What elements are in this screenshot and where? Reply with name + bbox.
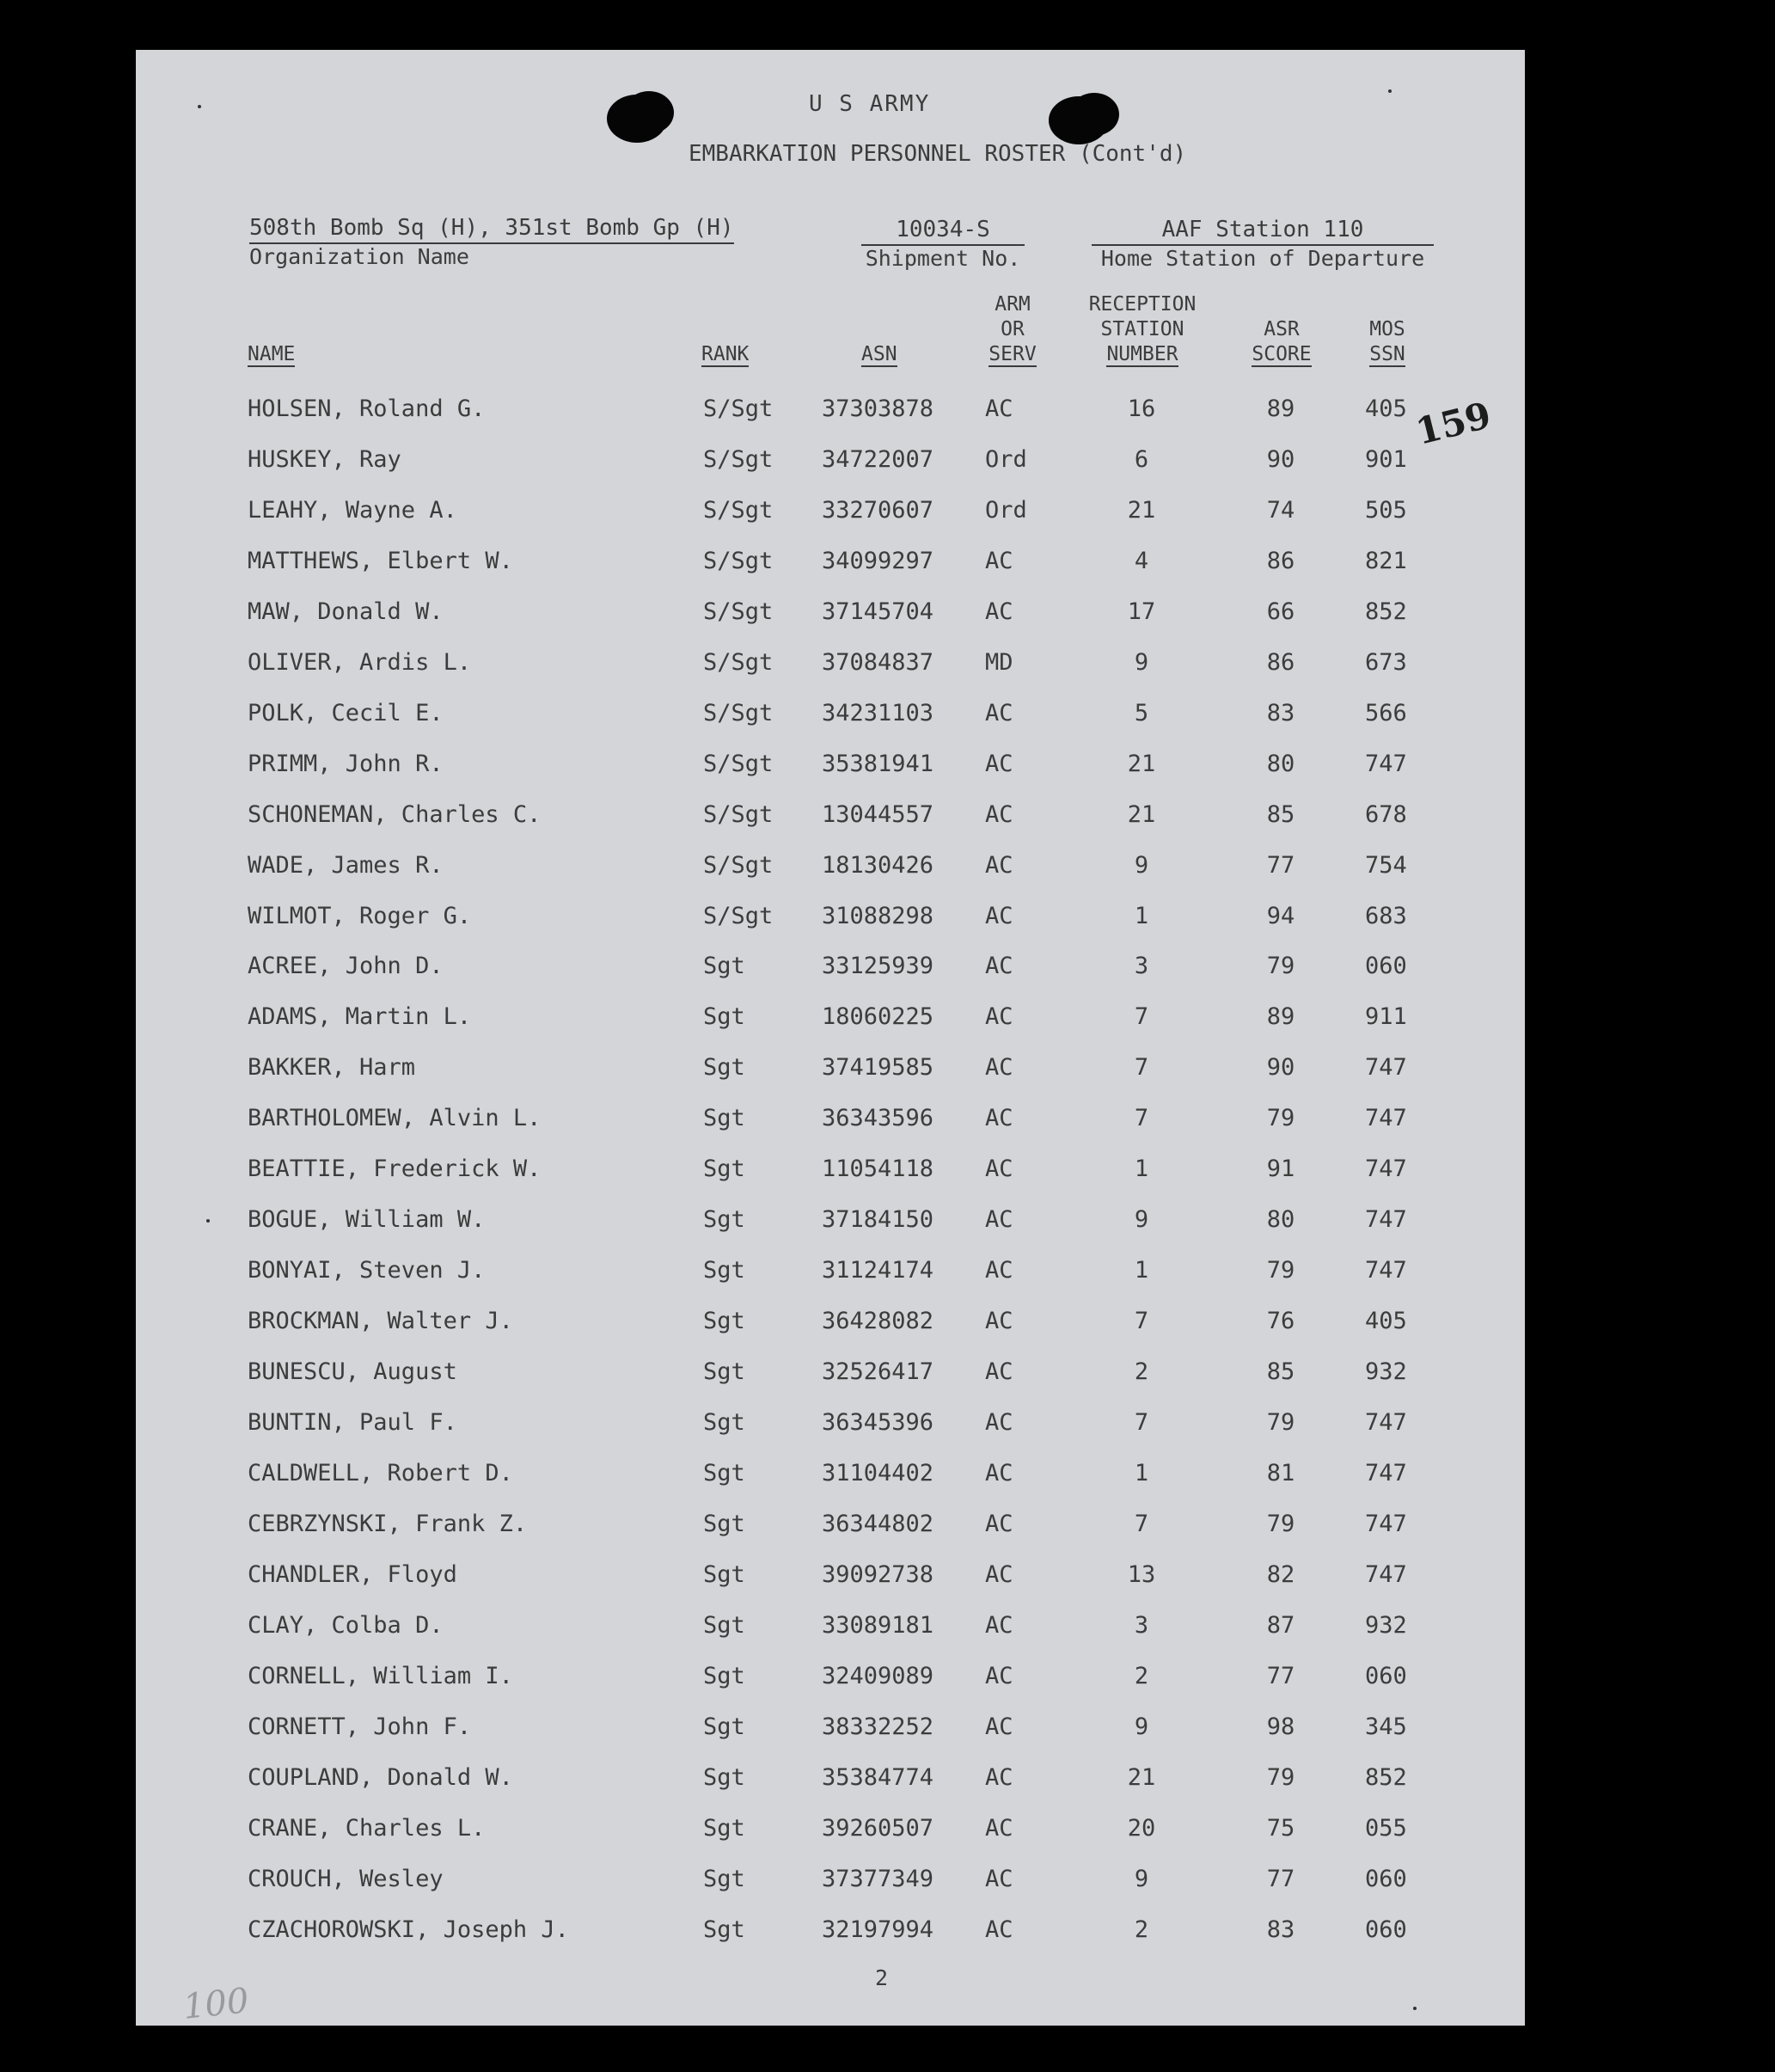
row-mos-ssn: 505 — [1365, 497, 1407, 524]
row-mos-ssn: 911 — [1365, 1003, 1407, 1030]
row-rank: S/Sgt — [703, 649, 774, 676]
row-asn: 32197994 — [822, 1916, 934, 1943]
row-asn: 32409089 — [822, 1663, 934, 1689]
row-asr-score: 89 — [1266, 1003, 1295, 1030]
row-mos-ssn: 345 — [1365, 1713, 1407, 1740]
table-row — [136, 1409, 1525, 1459]
row-rank: Sgt — [703, 1866, 745, 1892]
row-asr-score: 94 — [1266, 903, 1295, 929]
row-asn: 37145704 — [822, 598, 934, 625]
row-name: CRANE, Charles L. — [248, 1815, 486, 1842]
row-reception-station: 3 — [1134, 1612, 1149, 1639]
row-rank: Sgt — [703, 1105, 745, 1131]
row-arm-or-serv: AC — [985, 598, 1013, 625]
row-arm-or-serv: AC — [985, 1308, 1013, 1334]
table-row — [136, 1156, 1525, 1205]
table-row — [136, 649, 1525, 699]
row-mos-ssn: 747 — [1365, 1257, 1407, 1284]
row-arm-or-serv: AC — [985, 1054, 1013, 1081]
row-asn: 18060225 — [822, 1003, 934, 1030]
row-arm-or-serv: AC — [985, 1511, 1013, 1537]
row-asr-score: 79 — [1266, 1257, 1295, 1284]
row-arm-or-serv: Ord — [985, 497, 1027, 524]
table-row — [136, 598, 1525, 648]
row-asr-score: 80 — [1266, 751, 1295, 777]
row-mos-ssn: 747 — [1365, 1409, 1407, 1436]
table-row — [136, 852, 1525, 902]
row-rank: S/Sgt — [703, 801, 774, 828]
row-reception-station: 2 — [1134, 1663, 1149, 1689]
row-asr-score: 85 — [1266, 1358, 1295, 1385]
table-row — [136, 548, 1525, 598]
row-rank: Sgt — [703, 1612, 745, 1639]
row-mos-ssn: 055 — [1365, 1815, 1407, 1842]
row-asr-score: 98 — [1266, 1713, 1295, 1740]
row-asr-score: 85 — [1266, 801, 1295, 828]
row-asr-score: 87 — [1266, 1612, 1295, 1639]
row-reception-station: 5 — [1134, 700, 1149, 726]
row-name: CHANDLER, Floyd — [248, 1561, 457, 1588]
row-reception-station: 1 — [1134, 1156, 1149, 1182]
row-asn: 37084837 — [822, 649, 934, 676]
row-arm-or-serv: AC — [985, 395, 1013, 422]
row-arm-or-serv: AC — [985, 1764, 1013, 1791]
row-rank: Sgt — [703, 1054, 745, 1081]
row-rank: Sgt — [703, 1916, 745, 1943]
row-reception-station: 6 — [1134, 446, 1149, 473]
row-mos-ssn: 901 — [1365, 446, 1407, 473]
row-name: BROCKMAN, Walter J. — [248, 1308, 513, 1334]
row-asr-score: 91 — [1266, 1156, 1295, 1182]
row-reception-station: 1 — [1134, 1460, 1149, 1487]
row-arm-or-serv: Ord — [985, 446, 1027, 473]
row-reception-station: 7 — [1134, 1105, 1149, 1131]
page-number: 2 — [875, 1965, 889, 1990]
row-rank: Sgt — [703, 1561, 745, 1588]
row-asr-score: 83 — [1266, 700, 1295, 726]
row-arm-or-serv: MD — [985, 649, 1013, 676]
row-asr-score: 86 — [1266, 548, 1295, 574]
row-name: CZACHOROWSKI, Joseph J. — [248, 1916, 569, 1943]
table-row — [136, 1460, 1525, 1510]
table-row — [136, 1054, 1525, 1104]
ink-speck — [1413, 2007, 1417, 2010]
row-mos-ssn: 747 — [1365, 1156, 1407, 1182]
col-header-reception: RECEPTION STATION NUMBER — [1088, 293, 1197, 365]
organization-caption: Organization Name — [249, 244, 469, 269]
row-arm-or-serv: AC — [985, 953, 1013, 979]
row-asn: 36428082 — [822, 1308, 934, 1334]
table-row — [136, 1815, 1525, 1865]
row-name: HUSKEY, Ray — [248, 446, 401, 473]
row-asn: 39260507 — [822, 1815, 934, 1842]
row-reception-station: 2 — [1134, 1358, 1149, 1385]
table-row — [136, 497, 1525, 547]
col-header-score: ASR SCORE — [1252, 318, 1312, 365]
row-reception-station: 20 — [1127, 1815, 1156, 1842]
row-arm-or-serv: AC — [985, 548, 1013, 574]
col-header-mos: MOS SSN — [1369, 318, 1405, 365]
row-reception-station: 1 — [1134, 903, 1149, 929]
table-row — [136, 903, 1525, 953]
row-reception-station: 13 — [1127, 1561, 1156, 1588]
table-row — [136, 1511, 1525, 1560]
row-arm-or-serv: AC — [985, 852, 1013, 879]
row-reception-station: 17 — [1127, 598, 1156, 625]
row-mos-ssn: 060 — [1365, 953, 1407, 979]
row-asr-score: 89 — [1266, 395, 1295, 422]
row-mos-ssn: 821 — [1365, 548, 1407, 574]
table-row — [136, 395, 1525, 445]
row-mos-ssn: 932 — [1365, 1612, 1407, 1639]
row-mos-ssn: 852 — [1365, 1764, 1407, 1791]
row-asr-score: 90 — [1266, 446, 1295, 473]
row-rank: S/Sgt — [703, 395, 774, 422]
row-rank: S/Sgt — [703, 548, 774, 574]
row-rank: S/Sgt — [703, 446, 774, 473]
row-asr-score: 79 — [1266, 1105, 1295, 1131]
organization-value: 508th Bomb Sq (H), 351st Bomb Gp (H) — [249, 215, 734, 244]
table-row — [136, 953, 1525, 1002]
row-name: WADE, James R. — [248, 852, 444, 879]
shipment-caption: Shipment No. — [865, 246, 1021, 271]
station-field — [1092, 217, 1434, 271]
stamped-page-number: 159 — [1411, 394, 1496, 453]
row-reception-station: 9 — [1134, 852, 1149, 879]
row-arm-or-serv: AC — [985, 1257, 1013, 1284]
row-asr-score: 81 — [1266, 1460, 1295, 1487]
row-reception-station: 7 — [1134, 1409, 1149, 1436]
row-mos-ssn: 747 — [1365, 1105, 1407, 1131]
row-rank: S/Sgt — [703, 497, 774, 524]
row-name: BUNTIN, Paul F. — [248, 1409, 457, 1436]
row-asr-score: 90 — [1266, 1054, 1295, 1081]
table-row — [136, 1206, 1525, 1256]
row-asn: 31088298 — [822, 903, 934, 929]
row-mos-ssn: 683 — [1365, 903, 1407, 929]
row-mos-ssn: 060 — [1365, 1663, 1407, 1689]
row-name: ACREE, John D. — [248, 953, 444, 979]
row-mos-ssn: 678 — [1365, 801, 1407, 828]
row-rank: S/Sgt — [703, 852, 774, 879]
row-name: POLK, Cecil E. — [248, 700, 444, 726]
row-arm-or-serv: AC — [985, 903, 1013, 929]
row-name: CLAY, Colba D. — [248, 1612, 444, 1639]
table-row — [136, 1916, 1525, 1966]
row-reception-station: 7 — [1134, 1003, 1149, 1030]
shipment-field — [861, 217, 1025, 271]
row-asr-score: 86 — [1266, 649, 1295, 676]
row-rank: S/Sgt — [703, 598, 774, 625]
row-arm-or-serv: AC — [985, 1815, 1013, 1842]
row-rank: Sgt — [703, 1663, 745, 1689]
table-row — [136, 1663, 1525, 1713]
row-mos-ssn: 852 — [1365, 598, 1407, 625]
table-row — [136, 751, 1525, 800]
row-reception-station: 9 — [1134, 1866, 1149, 1892]
row-asr-score: 76 — [1266, 1308, 1295, 1334]
row-name: MAW, Donald W. — [248, 598, 444, 625]
col-header-asn: ASN — [861, 343, 897, 365]
row-mos-ssn: 405 — [1365, 395, 1407, 422]
row-reception-station: 2 — [1134, 1916, 1149, 1943]
row-arm-or-serv: AC — [985, 1663, 1013, 1689]
row-asr-score: 82 — [1266, 1561, 1295, 1588]
row-reception-station: 21 — [1127, 1764, 1156, 1791]
row-arm-or-serv: AC — [985, 700, 1013, 726]
row-reception-station: 9 — [1134, 649, 1149, 676]
row-asr-score: 74 — [1266, 497, 1295, 524]
row-arm-or-serv: AC — [985, 1866, 1013, 1892]
row-mos-ssn: 060 — [1365, 1916, 1407, 1943]
table-row — [136, 1257, 1525, 1307]
row-asn: 39092738 — [822, 1561, 934, 1588]
row-asn: 34231103 — [822, 700, 934, 726]
agency-title: U S ARMY — [809, 91, 931, 117]
row-asn: 35381941 — [822, 751, 934, 777]
station-caption: Home Station of Departure — [1100, 246, 1425, 271]
row-asn: 31124174 — [822, 1257, 934, 1284]
roster-page — [136, 50, 1525, 2026]
row-rank: Sgt — [703, 1713, 745, 1740]
row-rank: Sgt — [703, 1206, 745, 1233]
row-arm-or-serv: AC — [985, 1612, 1013, 1639]
table-row — [136, 1713, 1525, 1763]
row-name: CORNETT, John F. — [248, 1713, 472, 1740]
shipment-value: 10034-S — [861, 217, 1025, 246]
row-asn: 36343596 — [822, 1105, 934, 1131]
row-arm-or-serv: AC — [985, 1156, 1013, 1182]
row-asn: 11054118 — [822, 1156, 934, 1182]
row-asn: 34099297 — [822, 548, 934, 574]
row-reception-station: 3 — [1134, 953, 1149, 979]
row-asr-score: 79 — [1266, 953, 1295, 979]
row-arm-or-serv: AC — [985, 1003, 1013, 1030]
organization-field — [249, 215, 734, 269]
row-name: BOGUE, William W. — [248, 1206, 486, 1233]
row-name: BUNESCU, August — [248, 1358, 457, 1385]
row-asr-score: 79 — [1266, 1764, 1295, 1791]
row-name: OLIVER, Ardis L. — [248, 649, 472, 676]
station-value: AAF Station 110 — [1092, 217, 1434, 246]
table-row — [136, 1561, 1525, 1611]
row-name: CEBRZYNSKI, Frank Z. — [248, 1511, 528, 1537]
row-reception-station: 7 — [1134, 1054, 1149, 1081]
row-asr-score: 79 — [1266, 1409, 1295, 1436]
row-reception-station: 7 — [1134, 1511, 1149, 1537]
table-row — [136, 446, 1525, 496]
row-name: CROUCH, Wesley — [248, 1866, 444, 1892]
row-mos-ssn: 673 — [1365, 649, 1407, 676]
table-row — [136, 1003, 1525, 1053]
row-arm-or-serv: AC — [985, 1713, 1013, 1740]
row-rank: S/Sgt — [703, 700, 774, 726]
row-reception-station: 21 — [1127, 497, 1156, 524]
form-title: EMBARKATION PERSONNEL ROSTER (Cont'd) — [689, 141, 1187, 167]
row-rank: Sgt — [703, 1815, 745, 1842]
row-mos-ssn: 747 — [1365, 1561, 1407, 1588]
row-arm-or-serv: AC — [985, 1358, 1013, 1385]
row-name: CALDWELL, Robert D. — [248, 1460, 513, 1487]
row-name: BONYAI, Steven J. — [248, 1257, 486, 1284]
row-asn: 32526417 — [822, 1358, 934, 1385]
row-asr-score: 80 — [1266, 1206, 1295, 1233]
row-rank: Sgt — [703, 953, 745, 979]
row-name: BARTHOLOMEW, Alvin L. — [248, 1105, 542, 1131]
row-mos-ssn: 932 — [1365, 1358, 1407, 1385]
row-mos-ssn: 747 — [1365, 1511, 1407, 1537]
table-row — [136, 1612, 1525, 1662]
row-rank: Sgt — [703, 1358, 745, 1385]
row-asn: 18130426 — [822, 852, 934, 879]
row-mos-ssn: 747 — [1365, 751, 1407, 777]
row-asr-score: 83 — [1266, 1916, 1295, 1943]
row-asn: 37377349 — [822, 1866, 934, 1892]
row-arm-or-serv: AC — [985, 751, 1013, 777]
row-rank: Sgt — [703, 1003, 745, 1030]
row-asn: 31104402 — [822, 1460, 934, 1487]
row-name: PRIMM, John R. — [248, 751, 444, 777]
table-row — [136, 1866, 1525, 1916]
row-asr-score: 75 — [1266, 1815, 1295, 1842]
row-arm-or-serv: AC — [985, 1561, 1013, 1588]
table-row — [136, 1105, 1525, 1155]
row-reception-station: 16 — [1127, 395, 1156, 422]
row-name: CORNELL, William I. — [248, 1663, 513, 1689]
row-reception-station: 4 — [1134, 548, 1149, 574]
row-asn: 33270607 — [822, 497, 934, 524]
row-rank: Sgt — [703, 1308, 745, 1334]
row-rank: S/Sgt — [703, 903, 774, 929]
row-arm-or-serv: AC — [985, 801, 1013, 828]
row-name: HOLSEN, Roland G. — [248, 395, 486, 422]
row-mos-ssn: 566 — [1365, 700, 1407, 726]
row-reception-station: 7 — [1134, 1308, 1149, 1334]
row-asr-score: 77 — [1266, 852, 1295, 879]
col-header-name: NAME — [248, 343, 296, 365]
row-reception-station: 1 — [1134, 1257, 1149, 1284]
row-asr-score: 77 — [1266, 1663, 1295, 1689]
table-row — [136, 1308, 1525, 1358]
row-asn: 37419585 — [822, 1054, 934, 1081]
row-asn: 38332252 — [822, 1713, 934, 1740]
row-rank: Sgt — [703, 1409, 745, 1436]
row-rank: Sgt — [703, 1257, 745, 1284]
row-name: WILMOT, Roger G. — [248, 903, 472, 929]
row-rank: Sgt — [703, 1156, 745, 1182]
row-mos-ssn: 747 — [1365, 1206, 1407, 1233]
row-arm-or-serv: AC — [985, 1206, 1013, 1233]
row-mos-ssn: 747 — [1365, 1460, 1407, 1487]
row-name: LEAHY, Wayne A. — [248, 497, 457, 524]
row-mos-ssn: 405 — [1365, 1308, 1407, 1334]
row-arm-or-serv: AC — [985, 1916, 1013, 1943]
row-asr-score: 66 — [1266, 598, 1295, 625]
row-asn: 33089181 — [822, 1612, 934, 1639]
row-rank: Sgt — [703, 1511, 745, 1537]
row-reception-station: 9 — [1134, 1206, 1149, 1233]
row-name: SCHONEMAN, Charles C. — [248, 801, 542, 828]
row-reception-station: 21 — [1127, 751, 1156, 777]
row-asn: 36344802 — [822, 1511, 934, 1537]
row-arm-or-serv: AC — [985, 1105, 1013, 1131]
row-asn: 35384774 — [822, 1764, 934, 1791]
row-rank: Sgt — [703, 1764, 745, 1791]
row-asn: 33125939 — [822, 953, 934, 979]
row-name: BEATTIE, Frederick W. — [248, 1156, 542, 1182]
row-arm-or-serv: AC — [985, 1460, 1013, 1487]
pencil-annotation: 100 — [181, 1981, 251, 2027]
col-header-arm: ARM OR SERV — [988, 293, 1037, 365]
row-mos-ssn: 747 — [1365, 1054, 1407, 1081]
col-header-rank: RANK — [701, 343, 750, 365]
row-asn: 37303878 — [822, 395, 934, 422]
row-name: ADAMS, Martin L. — [248, 1003, 472, 1030]
row-reception-station: 21 — [1127, 801, 1156, 828]
row-arm-or-serv: AC — [985, 1409, 1013, 1436]
table-row — [136, 700, 1525, 750]
table-row — [136, 1358, 1525, 1408]
row-name: BAKKER, Harm — [248, 1054, 416, 1081]
row-rank: S/Sgt — [703, 751, 774, 777]
row-asn: 13044557 — [822, 801, 934, 828]
row-asn: 37184150 — [822, 1206, 934, 1233]
table-row — [136, 1764, 1525, 1814]
row-name: COUPLAND, Donald W. — [248, 1764, 513, 1791]
row-reception-station: 9 — [1134, 1713, 1149, 1740]
row-asn: 36345396 — [822, 1409, 934, 1436]
row-mos-ssn: 060 — [1365, 1866, 1407, 1892]
table-row — [136, 801, 1525, 851]
row-rank: Sgt — [703, 1460, 745, 1487]
row-name: MATTHEWS, Elbert W. — [248, 548, 513, 574]
row-asn: 34722007 — [822, 446, 934, 473]
row-mos-ssn: 754 — [1365, 852, 1407, 879]
row-asr-score: 79 — [1266, 1511, 1295, 1537]
row-asr-score: 77 — [1266, 1866, 1295, 1892]
